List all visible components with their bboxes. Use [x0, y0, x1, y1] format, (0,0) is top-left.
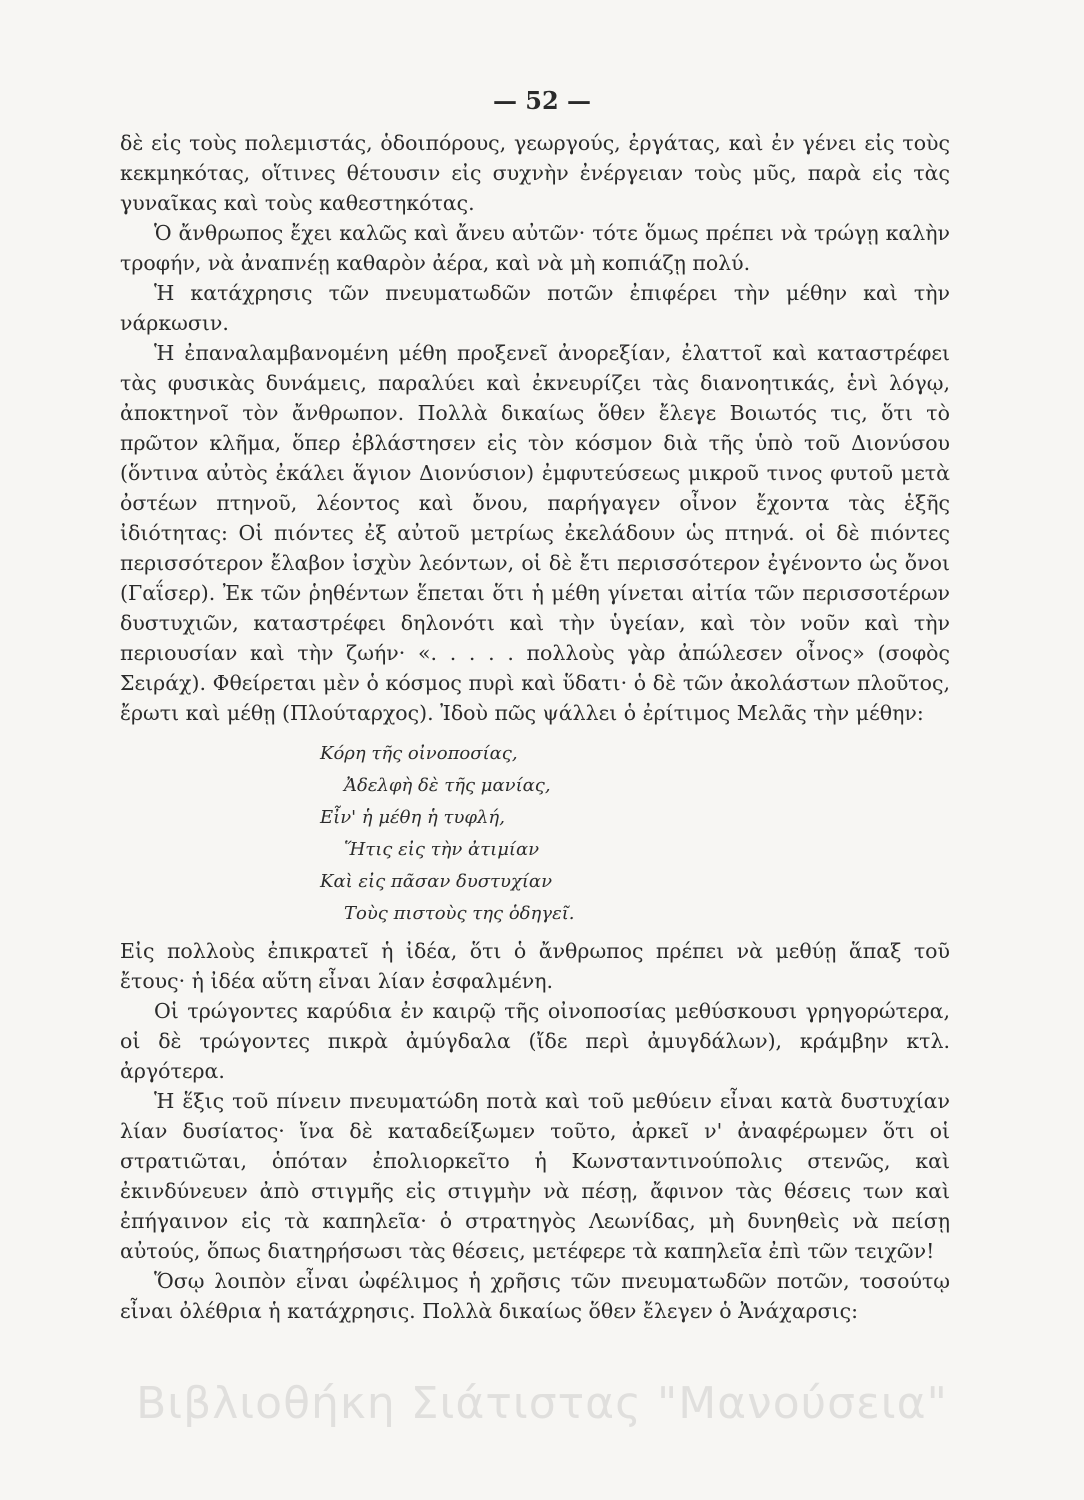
poem-line: Τοὺς πιστοὺς της ὁδηγεῖ.: [344, 903, 575, 924]
poem-line: Ἥτις εἰς τὴν ἀτιμίαν: [344, 839, 540, 860]
paragraph: Εἰς πολλοὺς ἐπικρατεῖ ἡ ἰδέα, ὅτι ὁ ἄνθρωπος πρέπει νὰ μεθύῃ ἅπαξ τοῦ ἔτους· ἡ ἰδέα αὕτη εἶναι λίαν ἐσφαλμένη.: [120, 939, 950, 993]
paragraph: δὲ εἰς τοὺς πολεμιστάς, ὁδοιπόρους, γεωργούς, ἐργάτας, καὶ ἐν γένει εἰς τοὺς κεκμηκότας, οἵτινες θέτουσιν εἰς συχνὴν ἐνέργειαν τοὺς μῦς, παρὰ εἰς τὰς γυναῖκας καὶ τοὺς καθεστηκότας.: [120, 131, 950, 215]
poem-line: Καὶ εἰς πᾶσαν δυστυχίαν: [320, 871, 553, 892]
paragraph: Οἱ τρώγοντες καρύδια ἐν καιρῷ τῆς οἰνοποσίας μεθύσκουσι γρηγορώτερα, οἱ δὲ τρώγοντες πικρὰ ἀμύγδαλα (ἴδε περὶ ἀμυγδάλων), κράμβην κτλ. ἀργότερα.: [120, 999, 950, 1083]
paragraph: Ὅσῳ λοιπὸν εἶναι ὠφέλιμος ἡ χρῆσις τῶν πνευματωδῶν ποτῶν, τοσούτῳ εἶναι ὀλέθρια ἡ κατάχρησις. Πολλὰ δικαίως ὅθεν ἔλεγεν ὁ Ἀνάχαρσις:: [120, 1269, 950, 1323]
page-number: — 52 —: [492, 86, 592, 115]
paragraph: Ὁ ἄνθρωπος ἔχει καλῶς καὶ ἄνευ αὐτῶν· τότε ὅμως πρέπει νὰ τρώγῃ καλὴν τροφήν, νὰ ἀναπνέῃ καθαρὸν ἀέρα, καὶ νὰ μὴ κοπιάζῃ πολύ.: [120, 221, 950, 275]
library-watermark: Βιβλιοθήκη Σιάτιστας "Μανούσεια": [136, 1378, 948, 1429]
paragraph: Ἡ ἕξις τοῦ πίνειν πνευματώδη ποτὰ καὶ τοῦ μεθύειν εἶναι κατὰ δυστυχίαν λίαν δυσίατος· ἵνα δὲ καταδείξωμεν τοῦτο, ἀρκεῖ ν' ἀναφέρωμεν ὅτι οἱ στρατιῶται, ὁπόταν ἐπολιορκεῖτο ἡ Κωνσταντινούπολις στενῶς, καὶ ἐκινδύνευεν ἀπὸ στιγμῆς εἰς στιγμὴν νὰ πέσῃ, ἄφινον τὰς θέσεις των καὶ ἐπήγαινον εἰς τὰ καπηλεῖα· ὁ στρατηγὸς Λεωνίδας, μὴ δυνηθεὶς νὰ πείσῃ αὐτούς, ὅπως διατηρήσωσι τὰς θέσεις, μετέφερε τὰ καπηλεῖα ἐπὶ τῶν τειχῶν!: [120, 1089, 950, 1263]
paragraph: Ἡ ἐπαναλαμβανομένη μέθη προξενεῖ ἀνορεξίαν, ἐλαττοῖ καὶ καταστρέφει τὰς φυσικὰς δυνάμεις, παραλύει καὶ ἐκνευρίζει τὰς διανοητικάς, ἑνὶ λόγῳ, ἀποκτηνοῖ τὸν ἄνθρωπον. Πολλὰ δικαίως ὅθεν ἔλεγε Βοιωτός τις, ὅτι τὸ πρῶτον κλῆμα, ὅπερ ἐβλάστησεν εἰς τὸν κόσμον διὰ τῆς ὑπὸ τοῦ Διονύσου (ὅντινα αὐτὸς ἐκάλει ἅγιον Διονύσιον) ἐμφυτεύσεως μικροῦ τινος φυτοῦ μετὰ ὀστέων πτηνοῦ, λέοντος καὶ ὄνου, παρήγαγεν οἶνον ἔχοντα τὰς ἑξῆς ἰδιότητας: Οἱ πιόντες ἐξ αὐτοῦ μετρίως ἐκελάδουν ὡς πτηνά. οἱ δὲ πιόντες περισσότερον ἔλαβον ἰσχὺν λεόντων, οἱ δὲ ἔτι περισσότερον ἐγένοντο ὡς ὄνοι (Γαΐσερ). Ἐκ τῶν ῥηθέντων ἕπεται ὅτι ἡ μέθη γίνεται αἰτία τῶν περισσοτέρων δυστυχιῶν, καταστρέφει δηλονότι καὶ τὴν ὑγείαν, καὶ τὸν νοῦν καὶ τὴν περιουσίαν καὶ τὴν ζωήν· «. . . . . πολλοὺς γὰρ ἀπώλεσεν οἶνος» (σοφὸς Σειράχ). Φθείρεται μὲν ὁ κόσμος πυρὶ καὶ ὕδατι· ὁ δὲ τῶν ἀκολάστων πλοῦτος, ἔρωτι καὶ μέθῃ (Πλούταρχος). Ἰδοὺ πῶς ψάλλει ὁ ἐρίτιμος Μελᾶς τὴν μέθην:: [120, 341, 950, 725]
poem-line: Εἶν' ἡ μέθη ἡ τυφλή,: [320, 807, 505, 828]
poem-line: Ἀδελφὴ δὲ τῆς μανίας,: [344, 775, 551, 796]
paragraph: Ἡ κατάχρησις τῶν πνευματωδῶν ποτῶν ἐπιφέρει τὴν μέθην καὶ τὴν νάρκωσιν.: [120, 281, 950, 335]
poem: [120, 738, 950, 930]
page-body: [120, 128, 950, 1326]
poem-line: Κόρη τῆς οἰνοποσίας,: [320, 743, 518, 764]
